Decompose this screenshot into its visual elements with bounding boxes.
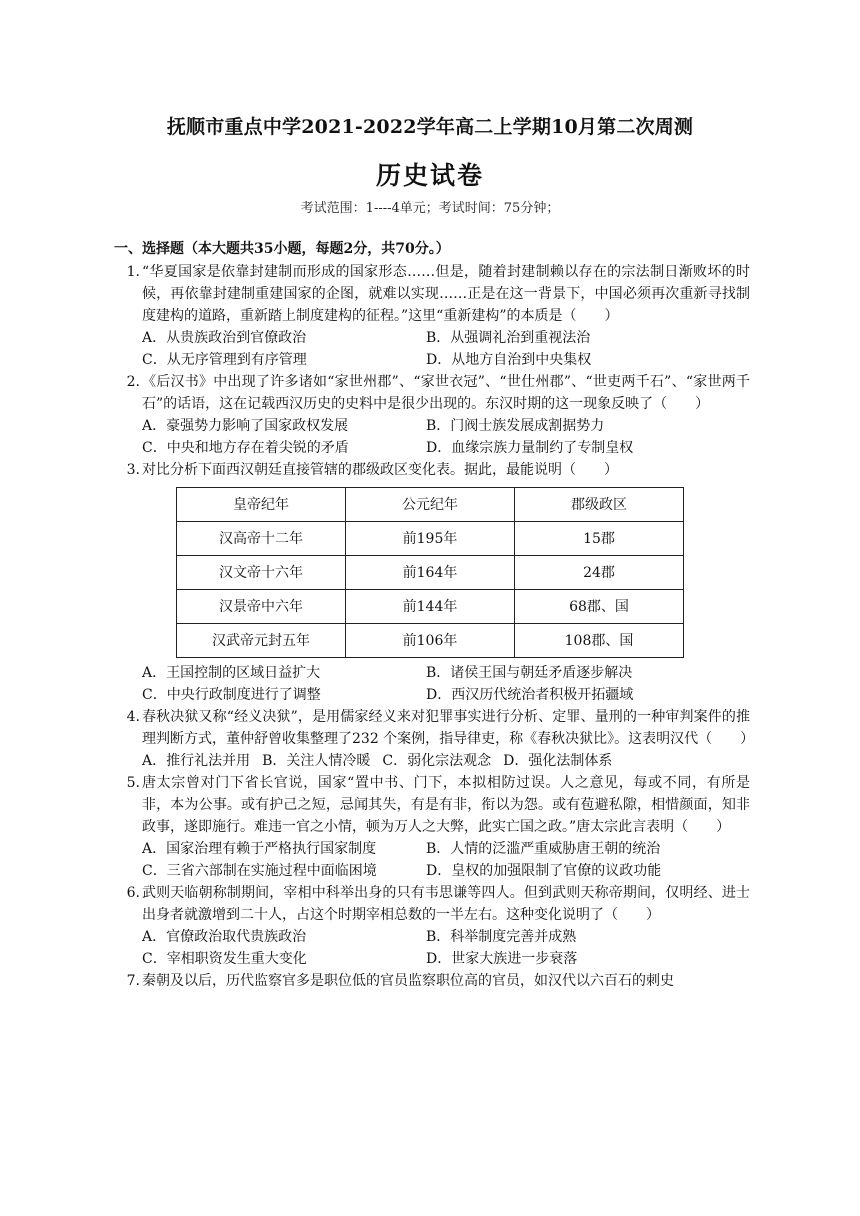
option-c[interactable]: C．弱化宗法观念 bbox=[382, 753, 492, 769]
question-number: 3. bbox=[126, 462, 140, 478]
table-row bbox=[177, 556, 684, 590]
option-b[interactable]: B．门阀士族发展成割据势力 bbox=[426, 418, 605, 434]
table-cell: 前164年 bbox=[346, 556, 515, 590]
table-cell: 68郡、国 bbox=[515, 590, 684, 624]
option-a[interactable]: A．从贵族政治到官僚政治 bbox=[142, 330, 307, 346]
question-6 bbox=[118, 882, 750, 970]
question-stem: 《后汉书》中出现了许多诸如“家世州郡”、“家世衣冠”、“世仕州郡”、“世吏两千石”、“家世两千石”的话语，这在记载西汉历史的史料中是很少出现的。东汉时期的这一现象反映了（ ） bbox=[142, 374, 750, 412]
exam-subtitle: 历史试卷 bbox=[375, 161, 484, 190]
option-b[interactable]: B．科举制度完善并成熟 bbox=[426, 929, 577, 945]
table-cell: 汉武帝元封五年 bbox=[177, 624, 346, 658]
question-list bbox=[114, 238, 755, 992]
section-heading: 一、选择题（本大题共35小题，每题2分，共70分。） bbox=[114, 241, 450, 257]
question-number: 4. bbox=[126, 709, 140, 725]
prefecture-table bbox=[176, 487, 684, 658]
table-cell: 前195年 bbox=[346, 522, 515, 556]
question-number: 1. bbox=[126, 264, 140, 280]
exam-title: 抚顺市重点中学2021-2022学年高二上学期10月第二次周测 bbox=[166, 116, 694, 138]
table-header-cell: 皇帝纪年 bbox=[177, 488, 346, 522]
question-5 bbox=[118, 772, 750, 882]
question-stem: 秦朝及以后，历代监察官多是职位低的官员监察职位高的官员，如汉代以六百石的刺史 bbox=[142, 973, 674, 989]
table-cell: 前106年 bbox=[346, 624, 515, 658]
option-c[interactable]: C．宰相职资发生重大变化 bbox=[142, 951, 307, 967]
question-stem: “华夏国家是依靠封建制而形成的国家形态……但是，随着封建制赖以存在的宗法制日渐败坏的时候，再依靠封建制重建国家的企图，就难以实现……正是在这一背景下，中国必须再次重新寻找制度建构的道路，重新踏上制度建构的征程。”这里“重新建构”的本质是（ ） bbox=[142, 264, 750, 324]
option-c[interactable]: C．三省六部制在实施过程中面临困境 bbox=[142, 863, 377, 879]
question-stem: 对比分析下面西汉朝廷直接管辖的郡级政区变化表。据此，最能说明（ ） bbox=[142, 462, 618, 478]
table-header-cell: 郡级政区 bbox=[515, 488, 684, 522]
question-stem: 春秋决狱又称“经义决狱”，是用儒家经义来对犯罪事实进行分析、定罪、量刑的一种审判案件的推理判断方式，董仲舒曾收集整理了232 个案例，指导律吏，称《春秋决狱比》。这表明汉代（ ） bbox=[142, 709, 755, 747]
option-b[interactable]: B．关注人情冷暖 bbox=[262, 753, 371, 769]
question-number: 5. bbox=[126, 775, 140, 791]
table-cell: 汉文帝十六年 bbox=[177, 556, 346, 590]
table-cell: 汉高帝十二年 bbox=[177, 522, 346, 556]
option-d[interactable]: D．皇权的加强限制了官僚的议政功能 bbox=[426, 863, 662, 879]
option-a[interactable]: A．国家治理有赖于严格执行国家制度 bbox=[142, 841, 377, 857]
option-c[interactable]: C．中央行政制度进行了调整 bbox=[142, 687, 321, 703]
table-header-cell: 公元纪年 bbox=[346, 488, 515, 522]
question-4 bbox=[118, 706, 755, 772]
option-b[interactable]: B．从强调礼治到重视法治 bbox=[426, 330, 591, 346]
table-header-row bbox=[177, 488, 684, 522]
question-3 bbox=[118, 459, 750, 706]
option-d[interactable]: D．西汉历代统治者积极开拓疆域 bbox=[426, 687, 634, 703]
option-b[interactable]: B．人情的泛滥严重威胁唐王朝的统治 bbox=[426, 841, 661, 857]
question-stem: 武则天临朝称制期间，宰相中科举出身的只有韦思谦等四人。但到武则天称帝期间，仅明经、进士出身者就激增到二十人，占这个时期宰相总数的一半左右。这种变化说明了（ ） bbox=[142, 885, 750, 923]
question-number: 7. bbox=[126, 973, 140, 989]
option-a[interactable]: A．推行礼法并用 bbox=[142, 753, 251, 769]
table-cell: 15郡 bbox=[515, 522, 684, 556]
question-2 bbox=[118, 371, 750, 459]
option-b[interactable]: B．诸侯王国与朝廷矛盾逐步解决 bbox=[426, 665, 633, 681]
question-stem: 唐太宗曾对门下省长官说，国家“置中书、门下，本拟相防过误。人之意见，每或不同，有所是非，本为公事。或有护己之短，忌闻其失，有是有非，衔以为怨。或有苞避私隙，相惜颜面，知非政事，遂即施行。难违一官之小情，顿为万人之大弊，此实亡国之政。”唐太宗此言表明（ ） bbox=[142, 775, 750, 835]
exam-info: 考试范围：1----4单元；考试时间：75分钟； bbox=[300, 201, 560, 216]
option-d[interactable]: D．世家大族进一步衰落 bbox=[426, 951, 578, 967]
table-cell: 前144年 bbox=[346, 590, 515, 624]
table-row bbox=[177, 624, 684, 658]
option-a[interactable]: A．官僚政治取代贵族政治 bbox=[142, 929, 307, 945]
option-d[interactable]: D．血缘宗族力量制约了专制皇权 bbox=[426, 440, 634, 456]
question-number: 6. bbox=[126, 885, 140, 901]
question-7 bbox=[118, 970, 750, 992]
question-1 bbox=[118, 261, 750, 371]
table-row bbox=[177, 522, 684, 556]
option-d[interactable]: D．从地方自治到中央集权 bbox=[426, 352, 592, 368]
option-a[interactable]: A．王国控制的区域日益扩大 bbox=[142, 665, 321, 681]
table-cell: 汉景帝中六年 bbox=[177, 590, 346, 624]
option-a[interactable]: A．豪强势力影响了国家政权发展 bbox=[142, 418, 349, 434]
option-c[interactable]: C．中央和地方存在着尖锐的矛盾 bbox=[142, 440, 349, 456]
option-c[interactable]: C．从无序管理到有序管理 bbox=[142, 352, 307, 368]
table-cell: 24郡 bbox=[515, 556, 684, 590]
table-row bbox=[177, 590, 684, 624]
question-number: 2. bbox=[126, 374, 140, 390]
table-cell: 108郡、国 bbox=[515, 624, 684, 658]
option-d[interactable]: D．强化法制体系 bbox=[503, 753, 613, 769]
